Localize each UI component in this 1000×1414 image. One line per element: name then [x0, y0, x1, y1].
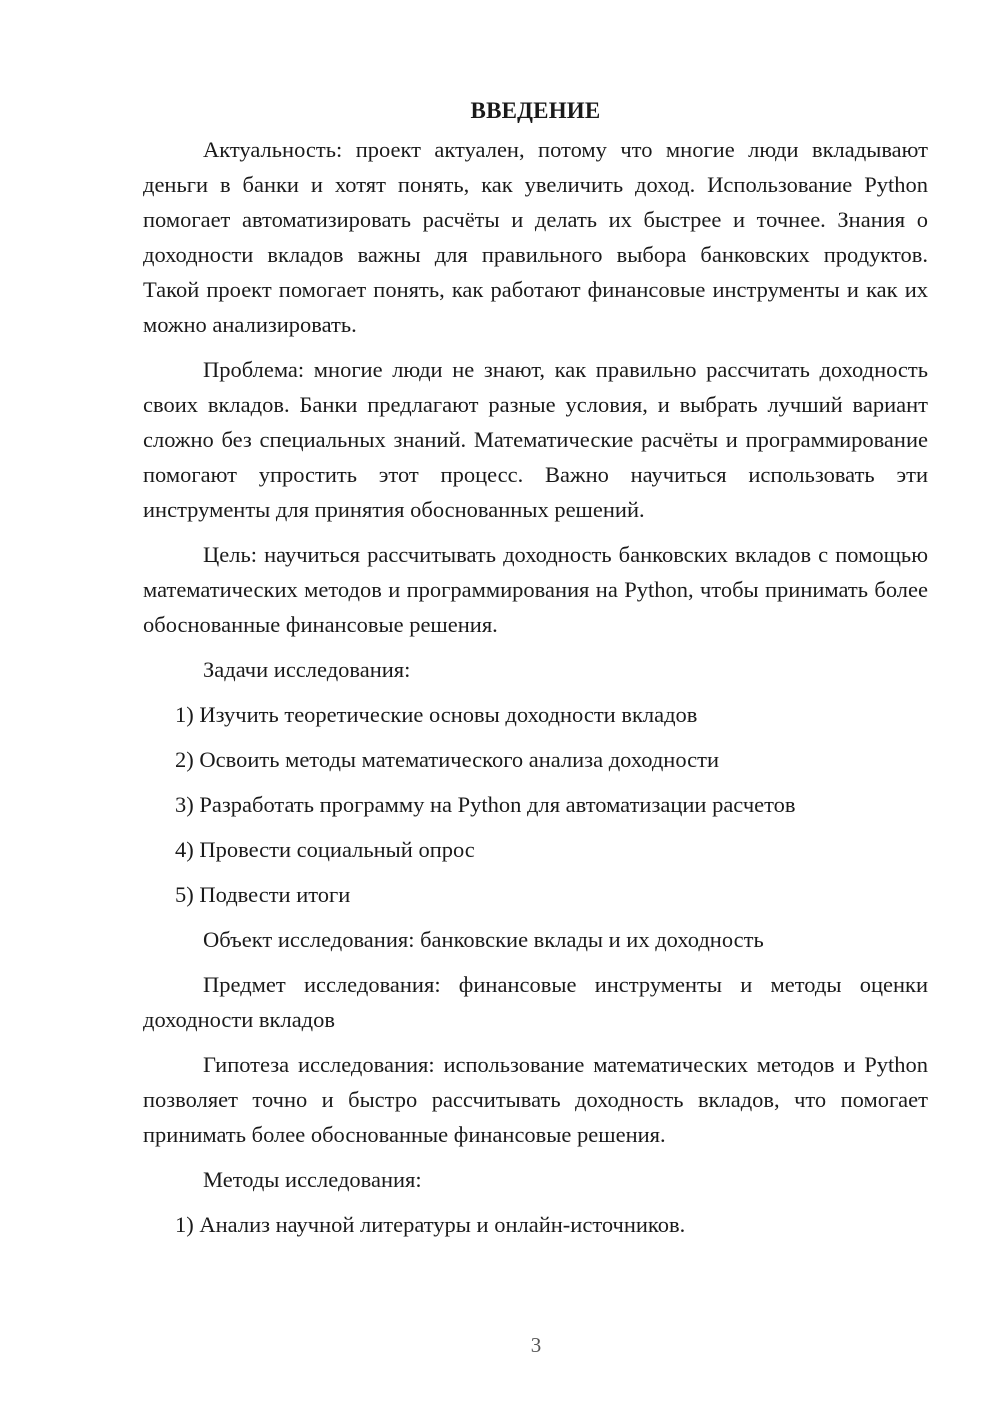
problem-paragraph: Проблема: многие люди не знают, как правильно рассчитать доходность своих вкладов. Банки предлагают разные условия, и выбрать лучший вариант сложно без специальных знаний. Математические расчёты и программирование помогают упростить этот процесс. Важно научиться использовать эти инструменты для принятия обоснованных решений.	[143, 357, 928, 522]
object-paragraph: Объект исследования: банковские вклады и их доходность	[203, 927, 764, 952]
hypothesis-paragraph: Гипотеза исследования: использование математических методов и Python позволяет точно и быстро рассчитывать доходность вкладов, что помогает принимать более обоснованные финансовые решения.	[143, 1052, 928, 1147]
list-item: 5) Подвести итоги	[175, 882, 351, 907]
subject-paragraph: Предмет исследования: финансовые инструменты и методы оценки доходности вкладов	[143, 972, 928, 1032]
methods-list	[143, 1207, 928, 1242]
list-item: 1) Анализ научной литературы и онлайн-источников.	[175, 1212, 686, 1237]
list-item: 3) Разработать программу на Python для автоматизации расчетов	[175, 792, 796, 817]
methods-heading: Методы исследования:	[203, 1167, 422, 1192]
goal-paragraph: Цель: научиться рассчитывать доходность банковских вкладов с помощью математических методов и программирования на Python, чтобы принимать более обоснованные финансовые решения.	[143, 542, 928, 637]
list-item: 2) Освоить методы математического анализа доходности	[175, 747, 720, 772]
list-item: 1) Изучить теоретические основы доходности вкладов	[175, 702, 698, 727]
list-item: 4) Провести социальный опрос	[175, 837, 475, 862]
tasks-list	[143, 697, 928, 912]
page-title: ВВЕДЕНИЕ	[470, 98, 601, 123]
document-page	[143, 96, 928, 1252]
page-number: 3	[530, 1333, 542, 1357]
relevance-paragraph: Актуальность: проект актуален, потому что многие люди вкладывают деньги в банки и хотят понять, как увеличить доход. Использование Python помогает автоматизировать расчёты и делать их быстрее и точнее. Знания о доходности вкладов важны для правильного выбора банковских продуктов. Такой проект помогает понять, как работают финансовые инструменты и как их можно анализировать.	[143, 137, 928, 337]
tasks-heading: Задачи исследования:	[203, 657, 411, 682]
